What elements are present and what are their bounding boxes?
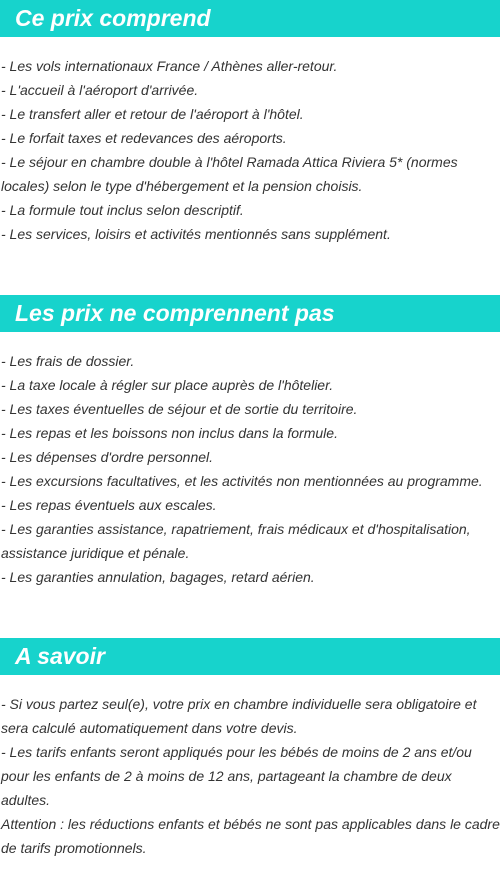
list-item: Attention : les réductions enfants et bébés ne sont pas applicables dans le cadre de tarifs promotionnels.: [1, 816, 500, 856]
section-included: [0, 0, 500, 246]
list-item: - Les excursions facultatives, et les activités non mentionnées au programme.: [1, 473, 483, 489]
list-item: - Les tarifs enfants seront appliqués pour les bébés de moins de 2 ans et/ou pour les enfants de 2 à moins de 12 ans, partageant la chambre de deux adultes.: [1, 744, 472, 808]
list-item: - Les vols internationaux France / Athènes aller-retour.: [1, 58, 338, 74]
list-item: - Les garanties assistance, rapatriement, frais médicaux et d'hospitalisation, assistance juridique et pénale.: [1, 521, 471, 561]
section-heading: Les prix ne comprennent pas: [0, 295, 500, 332]
list-item: - Les services, loisirs et activités mentionnés sans supplément.: [1, 226, 391, 242]
list-item: - L'accueil à l'aéroport d'arrivée.: [1, 82, 199, 98]
section-good-to-know: [0, 638, 500, 860]
not-included-list: [0, 349, 500, 589]
list-item: - Si vous partez seul(e), votre prix en chambre individuelle sera obligatoire et sera calculé automatiquement dans votre devis.: [1, 696, 477, 736]
list-item: - Les taxes éventuelles de séjour et de sortie du territoire.: [1, 401, 358, 417]
list-item: - Les dépenses d'ordre personnel.: [1, 449, 214, 465]
list-item: - Les frais de dossier.: [1, 353, 135, 369]
good-to-know-list: [0, 692, 500, 860]
section-heading: Ce prix comprend: [0, 0, 500, 37]
list-item: - Les garanties annulation, bagages, retard aérien.: [1, 569, 315, 585]
included-list: [0, 54, 500, 246]
list-item: - Le transfert aller et retour de l'aéroport à l'hôtel.: [1, 106, 304, 122]
list-item: - Le séjour en chambre double à l'hôtel Ramada Attica Riviera 5* (normes locales) selon le type d'hébergement et la pension choisis.: [1, 154, 458, 194]
list-item: - Le forfait taxes et redevances des aéroports.: [1, 130, 287, 146]
list-item: - Les repas éventuels aux escales.: [1, 497, 217, 513]
list-item: - La formule tout inclus selon descriptif.: [1, 202, 244, 218]
section-not-included: [0, 295, 500, 589]
section-heading: A savoir: [0, 638, 500, 675]
list-item: - La taxe locale à régler sur place auprès de l'hôtelier.: [1, 377, 334, 393]
list-item: - Les repas et les boissons non inclus dans la formule.: [1, 425, 338, 441]
